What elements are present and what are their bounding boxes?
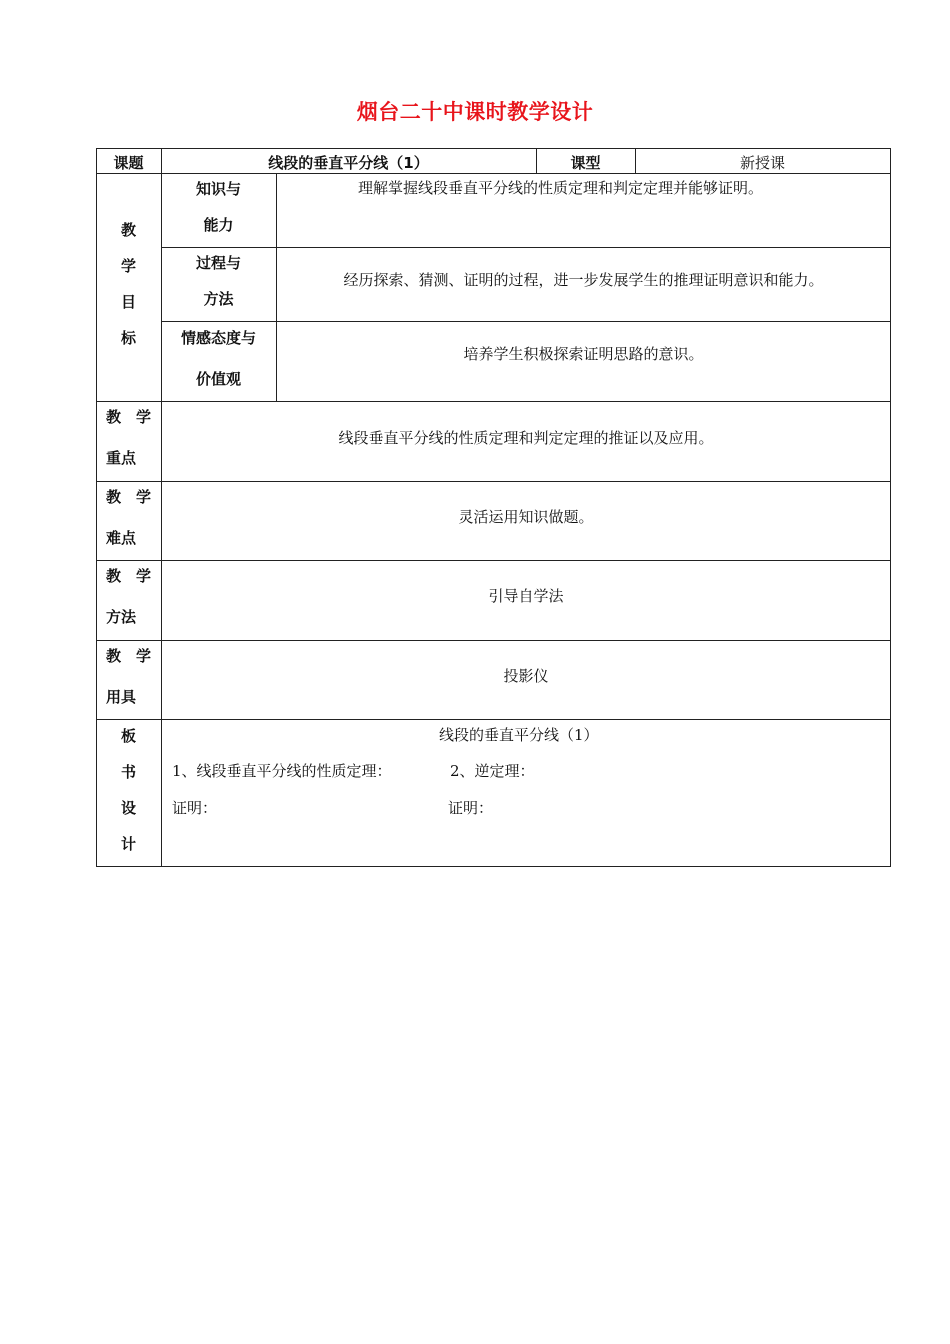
difficulty-label: 教 学 (106, 488, 152, 506)
lesson-type-value: 新授课 (739, 154, 785, 172)
board-item-property-theorem: 1、线段垂直平分线的性质定理： (172, 762, 392, 780)
process-label: 方法 (203, 290, 234, 308)
board-label-char: 设 (120, 799, 136, 817)
knowledge-text: 理解掌握线段垂直平分线的性质定理和判定定理并能够证明。 (358, 179, 764, 197)
document-title: 烟台二十中课时教学设计 (356, 100, 594, 124)
tools-label: 教 学 (106, 647, 152, 665)
key-point-text: 线段垂直平分线的性质定理和判定定理的推证以及应用。 (338, 429, 714, 447)
tools-label: 用具 (106, 688, 137, 706)
key-point-label: 教 学 (106, 408, 152, 426)
emotion-label: 价值观 (195, 370, 241, 388)
board-item-converse-theorem: 2、逆定理： (450, 762, 535, 780)
knowledge-label: 能力 (203, 216, 234, 234)
method-label: 方法 (106, 608, 137, 626)
row-divider (96, 719, 891, 720)
lesson-plan-table (96, 148, 891, 867)
process-text: 经历探索、猜测、证明的过程，进一步发展学生的推理证明意识和能力。 (343, 271, 824, 289)
row-divider (96, 481, 891, 482)
row-divider (96, 560, 891, 561)
goals-label-char: 学 (120, 257, 136, 275)
method-label: 教 学 (106, 567, 152, 585)
knowledge-label: 知识与 (195, 180, 241, 198)
row-divider (161, 321, 891, 322)
goals-label-char: 教 (120, 221, 136, 239)
tools-text: 投影仪 (503, 667, 549, 685)
key-point-label: 重点 (106, 449, 137, 467)
emotion-text: 培养学生积极探索证明思路的意识。 (463, 345, 704, 363)
board-proof-left: 证明： (172, 799, 218, 817)
board-label-char: 书 (120, 763, 136, 781)
process-label: 过程与 (195, 254, 241, 272)
board-proof-right: 证明： (448, 799, 494, 817)
lesson-type-label: 课型 (570, 154, 601, 172)
table-border-top (96, 148, 891, 149)
board-label-char: 板 (120, 727, 136, 745)
difficulty-label: 难点 (106, 529, 137, 547)
board-title: 线段的垂直平分线（1） (439, 726, 599, 744)
difficulty-text: 灵活运用知识做题。 (458, 508, 594, 526)
method-text: 引导自学法 (488, 587, 564, 605)
topic-label: 课题 (113, 154, 144, 172)
row-divider (96, 401, 891, 402)
goals-label-char: 标 (120, 329, 136, 347)
board-label-char: 计 (120, 835, 136, 853)
row-divider (96, 640, 891, 641)
row-divider (161, 247, 891, 248)
topic-value: 线段的垂直平分线（1） (268, 154, 429, 172)
goals-label-char: 目 (120, 293, 136, 311)
emotion-label: 情感态度与 (180, 329, 256, 347)
row-divider (96, 173, 891, 174)
table-border-bottom (96, 866, 891, 867)
